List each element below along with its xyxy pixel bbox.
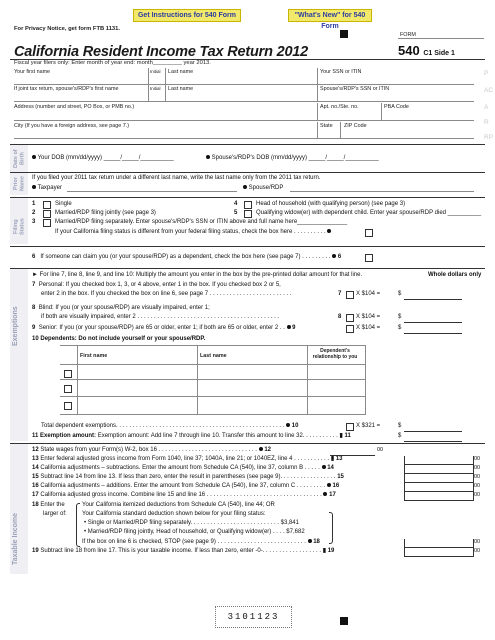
prior-name-instructions: If you filed your 2011 tax return under a different last name, write the last name only from the 2011 tax return. xyxy=(32,175,321,181)
city-field[interactable] xyxy=(14,138,474,139)
ssn-label: Your SSN or ITIN xyxy=(320,69,362,75)
initial-label: Initial xyxy=(150,69,161,74)
dependent-row-3[interactable] xyxy=(60,414,365,415)
dependent-first-name-header: First name xyxy=(80,353,108,359)
spouse-first-name-label: If joint tax return, spouse's/RDP's first name xyxy=(14,86,119,92)
code-letter-ac: AC xyxy=(484,87,494,94)
pba-label: PBA Code xyxy=(384,104,409,110)
city-label: City (If you have a foreign address, see page 7.) xyxy=(14,123,130,129)
line-10-rate: X $321 = xyxy=(356,423,381,429)
status-widow-checkbox[interactable] xyxy=(244,210,252,218)
code-letter-p: P xyxy=(484,70,489,77)
line-6-text: 6 If someone can claim you (or your spouse/RDP) as a dependent, check the box here (see page 7) . . . . . . . . . 6 xyxy=(32,254,342,260)
line-7-box[interactable] xyxy=(346,291,354,299)
line-9-box[interactable] xyxy=(346,325,354,333)
privacy-notice: For Privacy Notice, get form FTB 1131. xyxy=(14,26,120,32)
dependent-row-1[interactable] xyxy=(60,379,365,380)
line-17: 17 California adjusted gross income. Combine line 15 and line 16 . . . . . . . . . . . . . . . . . . . . . . . . . . . . . . . . . . . 17 xyxy=(32,492,336,498)
line-10-dollar: $ xyxy=(398,423,402,429)
line-8-box[interactable] xyxy=(346,314,354,322)
spouse-initial-label: Initial xyxy=(150,86,161,91)
line-11: 11 Exemption amount: Exemption amount: Add line 7 through line 10. Transfer this amount to line 32. . . . . . . . . . . ▮ 11 xyxy=(32,433,351,439)
line-19-cents: 00 xyxy=(474,548,481,554)
line-18-intro: 18 Enter the xyxy=(32,502,65,508)
line-13-cents: 00 xyxy=(474,456,481,462)
line-13: 13 Enter federal adjusted gross income from Form 1040, line 37; 1040A, line 21; or 1040EZ, line 4 . . . . . . . . . . . ▮ 13 xyxy=(32,456,343,462)
line-14: 14 California adjustments – subtractions. Enter the amount from Schedule CA (540), line 37, column B . . . . . 14 xyxy=(32,465,334,471)
address-field[interactable] xyxy=(14,120,474,121)
status-widow-label: Qualifying widow(er) with dependent child. Enter year spouse/RDP died __________ xyxy=(256,210,482,216)
dependent-row-2[interactable] xyxy=(60,396,365,397)
dependent-2-checkbox[interactable] xyxy=(64,385,72,393)
address-label: Address (number and street, PO Box, or PMB no.) xyxy=(14,104,135,110)
line-9-rate: X $104 = xyxy=(356,325,381,331)
line-18-larger-of: larger of: xyxy=(43,511,67,517)
line-8a: 8 Blind: If you (or your spouse/RDP) are visually impaired, enter 1; xyxy=(32,305,210,311)
line-13-amount[interactable] xyxy=(404,456,474,465)
line-18-joint: • Married/RDP filing jointly, Head of household, or Qualifying widow(er) . . . . $7,682 xyxy=(84,529,305,535)
line-18-standard: Your California standard deduction shown below for your filing status: xyxy=(82,511,266,517)
line-17-amount[interactable] xyxy=(404,492,474,501)
line-18-stop: If the box on line 6 is checked, STOP (see page 9) . . . . . . . . . . . . . . . . . . . . . . . . . . . 18 xyxy=(82,539,320,545)
zip-label: ZIP Code xyxy=(344,123,367,129)
dependent-3-checkbox[interactable] xyxy=(64,402,72,410)
line-16-amount[interactable] xyxy=(404,483,474,492)
spouse-ssn-label: Spouse's/RDP's SSN or ITIN xyxy=(320,86,390,92)
instructions-link[interactable]: Get Instructions for 540 Form xyxy=(133,9,241,22)
spouse-name-field[interactable] xyxy=(14,101,474,102)
line-19-amount[interactable] xyxy=(404,548,474,557)
page-title: California Resident Income Tax Return 2012 xyxy=(14,44,309,60)
line-18-itemized: Your California itemized deductions from Schedule CA (540), line 44; OR xyxy=(82,502,275,508)
first-name-label: Your first name xyxy=(14,69,51,75)
status-differs-checkbox[interactable] xyxy=(365,229,373,237)
line-15-cents: 00 xyxy=(474,474,481,480)
status-joint-checkbox[interactable] xyxy=(43,210,51,218)
exemptions-section-label: Exemptions xyxy=(12,306,19,346)
status-separate-label: Married/RDP filing separately. Enter spouse's/RDP's SSN or ITIN above and full name here_______________ xyxy=(55,219,348,225)
status-hoh-checkbox[interactable] xyxy=(244,201,252,209)
line-16: 16 California adjustments – additions. Enter the amount from Schedule CA (540), line 37, column C . . . . . . . . . 16 xyxy=(32,483,340,489)
total-dependent-text: Total dependent exemptions. . . . . . . . . . . . . . . . . . . . . . . . . . . . . . . . . . . . . . . . . . . . . . . . . . . 10 xyxy=(41,423,299,429)
prior-name-section-label: Prior Name xyxy=(13,176,26,192)
line-12-amount[interactable] xyxy=(330,447,375,456)
line-6-checkbox[interactable] xyxy=(365,254,373,262)
line-15-amount[interactable] xyxy=(404,474,474,483)
status-hoh-label: Head of household (with qualifying person) (see page 3) xyxy=(256,201,406,207)
line-7-dollar: $ xyxy=(398,291,402,297)
filing-status-section-label: Filing Status xyxy=(13,218,26,236)
form-number: 540 C1 Side 1 xyxy=(398,43,455,58)
scan-mark xyxy=(340,30,348,38)
taxable-income-section-label: Taxable Income xyxy=(12,512,19,565)
line-18-amount[interactable] xyxy=(404,539,474,548)
line-10-amount[interactable] xyxy=(404,423,462,432)
line-9-amount[interactable] xyxy=(404,325,462,334)
spouse-last-name-label: Last name xyxy=(168,86,194,92)
state-label: State xyxy=(320,123,333,129)
line-12-cents: 00 xyxy=(377,447,384,453)
status-differs-text: If your California filing status is different from your federal filing status, check the box here . . . . . . . . . . xyxy=(55,229,331,236)
last-name-label: Last name xyxy=(168,69,194,75)
dependent-relationship-header: Dependent's relationship to you xyxy=(312,348,358,360)
form-label: FORM xyxy=(400,32,416,38)
line-14-cents: 00 xyxy=(474,465,481,471)
first-name-field[interactable] xyxy=(14,84,474,85)
line-7a: 7 Personal: If you checked box 1, 3, or 4 above, enter 1 in the box. If you checked box 2 or 5, xyxy=(32,282,281,288)
whats-new-link[interactable]: "What's New" for 540 Form xyxy=(288,9,372,22)
prior-spouse[interactable]: Spouse/RDP xyxy=(243,185,283,192)
line-11-dollar: $ xyxy=(398,433,402,439)
line-7-rate: X $104 = xyxy=(356,291,381,297)
fiscal-year: Fiscal year filers only: Enter month of year end: month_________ year 2013. xyxy=(14,60,211,66)
code-letter-rp: RP xyxy=(484,134,494,141)
line-15: 15 Subtract line 14 from line 13. If less than zero, enter the result in parentheses (see page 9). . . . . . . . . . . . . . . . . 15 xyxy=(32,474,344,480)
code-letter-a: A xyxy=(484,104,489,111)
line-8-rate: X $104 = xyxy=(356,314,381,320)
status-joint-label: Married/RDP filing jointly (see page 3) xyxy=(55,210,156,216)
code-letter-r: R xyxy=(484,119,489,126)
spouse-dob[interactable]: Spouse's/RDP's DOB (mm/dd/yyyy) _____/_____/__________ xyxy=(206,155,379,162)
line-17-cents: 00 xyxy=(474,492,481,498)
prior-taxpayer[interactable]: Taxpayer xyxy=(32,185,62,192)
line-19: 19 Subtract line 18 from line 17. This is your taxable income. If less than zero, enter -0-. . . . . . . . . . . . . . . . . . ▮ 19 xyxy=(32,548,335,554)
line-8b: if both are visually impaired, enter 2 . . . . . . . . . . . . . . . . . . . . . . . . . . . . . . . . . . . . . . . . . . . xyxy=(41,314,280,320)
line-18-cents: 00 xyxy=(474,539,481,545)
status-separate-checkbox[interactable] xyxy=(43,219,51,227)
line-10: 10 Dependents: Do not include yourself or your spouse/RDP. xyxy=(32,336,206,342)
line-8-amount[interactable] xyxy=(404,314,462,323)
apt-label: Apt. no./Ste. no. xyxy=(320,104,359,110)
line-7b: enter 2 in the box. If you checked the box on line 6, see page 7 . . . . . . . . . . . . . . . . . . . . . . . . . xyxy=(41,291,292,297)
line-12: 12 State wages from your Form(s) W-2, box 16 . . . . . . . . . . . . . . . . . . . . . . . . . . . . . . 12 xyxy=(32,447,272,453)
dob-section-label: Date of Birth xyxy=(13,149,26,169)
line-18-single: • Single or Married/RDP filing separately. . . . . . . . . . . . . . . . . . . . . . . . . . . $3,841 xyxy=(84,520,299,526)
scan-mark-bottom xyxy=(340,617,348,625)
status-single-checkbox[interactable] xyxy=(43,201,51,209)
line-14-amount[interactable] xyxy=(404,465,474,474)
whole-dollars-note: Whole dollars only xyxy=(428,272,482,278)
status-single-label: Single xyxy=(55,201,72,207)
line-8-dollar: $ xyxy=(398,314,402,320)
barcode-number: 3101123 xyxy=(215,606,292,628)
line-16-cents: 00 xyxy=(474,483,481,489)
your-dob[interactable]: Your DOB (mm/dd/yyyy) _____/_____/__________ xyxy=(32,155,174,162)
line-9-dollar: $ xyxy=(398,325,402,331)
line-7-amount[interactable] xyxy=(404,291,462,300)
dependent-last-name-header: Last name xyxy=(200,353,227,359)
line-9: 9 Senior: If you (or your spouse/RDP) are 65 or older, enter 1; if both are 65 or older, enter 2 . . 9 xyxy=(32,325,296,331)
dependent-1-checkbox[interactable] xyxy=(64,370,72,378)
line-11-amount[interactable] xyxy=(404,433,462,442)
line-10-box[interactable] xyxy=(346,423,354,431)
exemptions-intro: ► For line 7, line 8, line 9, and line 10: Multiply the amount you enter in the box by the pre-printed dollar amount for that line. xyxy=(32,272,363,278)
